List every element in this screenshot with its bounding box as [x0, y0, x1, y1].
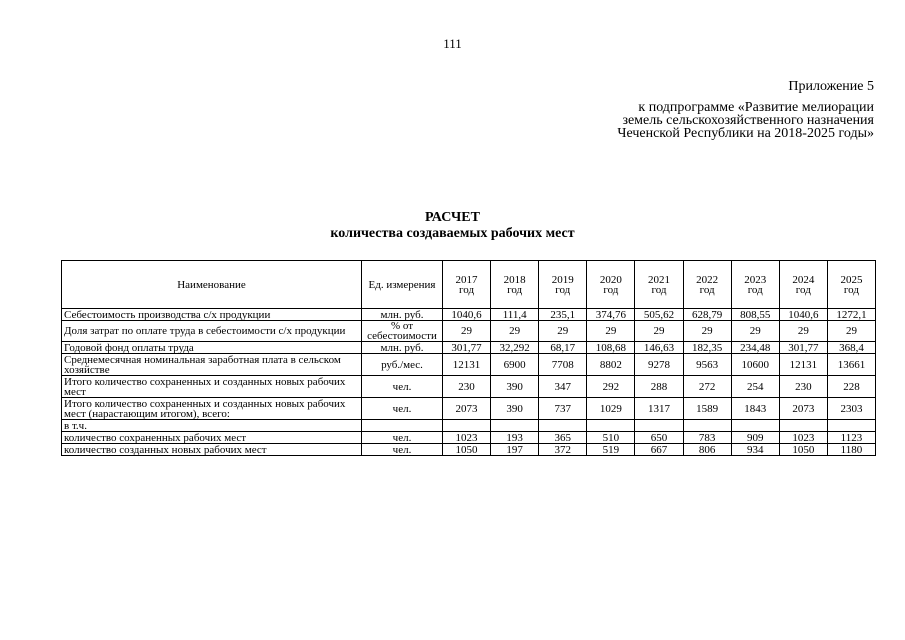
- table-row: [62, 376, 876, 398]
- appendix-line: Чеченской Республики на 2018-2025 годы»: [617, 126, 874, 141]
- row-unit: млн. руб.: [362, 309, 443, 321]
- row-value: 228: [827, 376, 875, 398]
- row-value: 301,77: [443, 342, 491, 354]
- row-value: 29: [683, 321, 731, 342]
- table-row: [62, 342, 876, 354]
- header-year: [731, 261, 779, 309]
- row-value: 301,77: [779, 342, 827, 354]
- row-value: 650: [635, 432, 683, 444]
- heading-subtitle: количества создаваемых рабочих мест: [330, 226, 575, 241]
- table-row: [62, 321, 876, 342]
- row-value: 1040,6: [779, 309, 827, 321]
- row-value: 1050: [779, 444, 827, 456]
- table-row: [62, 420, 876, 432]
- row-value: 193: [491, 432, 539, 444]
- appendix-line: земель сельскохозяйственного назначения: [622, 113, 874, 128]
- row-value: 68,17: [539, 342, 587, 354]
- table-row: [62, 309, 876, 321]
- row-value: 111,4: [491, 309, 539, 321]
- row-value: 288: [635, 376, 683, 398]
- header-year: [587, 261, 635, 309]
- row-value: 29: [635, 321, 683, 342]
- row-value: 9278: [635, 354, 683, 376]
- row-name: Итого количество сохраненных и созданных новых рабочих мест: [62, 376, 362, 398]
- row-value: 146,63: [635, 342, 683, 354]
- row-value: 230: [779, 376, 827, 398]
- year-value: 2022: [696, 273, 719, 286]
- year-value: 2024: [792, 273, 815, 286]
- year-value: 2019: [551, 273, 574, 286]
- header-year: [491, 261, 539, 309]
- year-suffix: год: [507, 283, 523, 296]
- row-unit: чел.: [362, 398, 443, 420]
- row-value: 909: [731, 432, 779, 444]
- appendix-line: к подпрограмме «Развитие мелиорации: [638, 100, 874, 115]
- row-value: 934: [731, 444, 779, 456]
- row-value: 29: [779, 321, 827, 342]
- row-value: 9563: [683, 354, 731, 376]
- row-value: 1272,1: [827, 309, 875, 321]
- year-suffix: год: [651, 283, 667, 296]
- row-value: [683, 420, 731, 432]
- row-value: 519: [587, 444, 635, 456]
- table-row: [62, 444, 876, 456]
- year-value: 2018: [503, 273, 526, 286]
- year-value: 2025: [840, 273, 863, 286]
- row-value: 29: [731, 321, 779, 342]
- row-value: 808,55: [731, 309, 779, 321]
- row-value: 12131: [443, 354, 491, 376]
- row-value: 1589: [683, 398, 731, 420]
- row-unit: чел.: [362, 376, 443, 398]
- row-value: 29: [827, 321, 875, 342]
- row-value: 6900: [491, 354, 539, 376]
- row-value: 108,68: [587, 342, 635, 354]
- year-suffix: год: [843, 283, 859, 296]
- row-value: 182,35: [683, 342, 731, 354]
- row-value: [731, 420, 779, 432]
- row-value: 390: [491, 398, 539, 420]
- row-value: 1040,6: [443, 309, 491, 321]
- table-row: [62, 432, 876, 444]
- header-year: [635, 261, 683, 309]
- row-name: Себестоимость производства с/х продукции: [62, 309, 362, 321]
- document-heading: [0, 210, 905, 242]
- row-value: [827, 420, 875, 432]
- year-suffix: год: [699, 283, 715, 296]
- row-value: 32,292: [491, 342, 539, 354]
- row-value: 29: [491, 321, 539, 342]
- header-year: [779, 261, 827, 309]
- row-name: Доля затрат по оплате труда в себестоимости с/х продукции: [62, 321, 362, 342]
- row-unit: чел.: [362, 444, 443, 456]
- row-value: 13661: [827, 354, 875, 376]
- row-name: Среднемесячная номинальная заработная плата в сельском хозяйстве: [62, 354, 362, 376]
- year-value: 2021: [647, 273, 670, 286]
- row-value: 505,62: [635, 309, 683, 321]
- row-value: 234,48: [731, 342, 779, 354]
- row-value: 390: [491, 376, 539, 398]
- table-row: [62, 354, 876, 376]
- year-value: 2020: [599, 273, 622, 286]
- row-value: 1023: [779, 432, 827, 444]
- row-unit: чел.: [362, 432, 443, 444]
- row-value: 510: [587, 432, 635, 444]
- row-value: 10600: [731, 354, 779, 376]
- row-value: 1029: [587, 398, 635, 420]
- row-value: [779, 420, 827, 432]
- row-value: 1050: [443, 444, 491, 456]
- appendix-title: Приложение 5: [788, 79, 874, 94]
- header-year: [683, 261, 731, 309]
- row-value: 628,79: [683, 309, 731, 321]
- row-unit: % от себестоимости: [362, 321, 443, 342]
- row-value: 1317: [635, 398, 683, 420]
- row-value: 806: [683, 444, 731, 456]
- row-value: [587, 420, 635, 432]
- row-value: [491, 420, 539, 432]
- row-value: 1023: [443, 432, 491, 444]
- row-name: количество сохраненных рабочих мест: [62, 432, 362, 444]
- table-body: [62, 309, 876, 456]
- table-header-row: [62, 261, 876, 309]
- appendix-block: [617, 80, 874, 140]
- calculation-table: [61, 260, 876, 456]
- row-value: 2073: [779, 398, 827, 420]
- row-value: 29: [443, 321, 491, 342]
- row-value: [443, 420, 491, 432]
- row-value: 667: [635, 444, 683, 456]
- row-value: 2303: [827, 398, 875, 420]
- row-value: 783: [683, 432, 731, 444]
- row-value: 737: [539, 398, 587, 420]
- row-value: 1843: [731, 398, 779, 420]
- year-suffix: год: [459, 283, 475, 296]
- header-name: Наименование: [62, 261, 362, 309]
- header-year: [827, 261, 875, 309]
- row-value: 8802: [587, 354, 635, 376]
- row-value: 1180: [827, 444, 875, 456]
- row-value: 372: [539, 444, 587, 456]
- row-value: 347: [539, 376, 587, 398]
- row-value: 29: [539, 321, 587, 342]
- row-value: 2073: [443, 398, 491, 420]
- row-value: [539, 420, 587, 432]
- year-value: 2023: [744, 273, 767, 286]
- row-value: 254: [731, 376, 779, 398]
- header-year: [443, 261, 491, 309]
- row-value: 235,1: [539, 309, 587, 321]
- row-name: в т.ч.: [62, 420, 362, 432]
- row-value: 12131: [779, 354, 827, 376]
- year-suffix: год: [747, 283, 763, 296]
- row-unit: млн. руб.: [362, 342, 443, 354]
- header-unit: Ед. измерения: [362, 261, 443, 309]
- row-name: количество созданных новых рабочих мест: [62, 444, 362, 456]
- row-value: 292: [587, 376, 635, 398]
- row-value: 368,4: [827, 342, 875, 354]
- year-value: 2017: [455, 273, 478, 286]
- row-value: 272: [683, 376, 731, 398]
- row-name: Годовой фонд оплаты труда: [62, 342, 362, 354]
- row-value: 7708: [539, 354, 587, 376]
- row-value: 197: [491, 444, 539, 456]
- row-value: 29: [587, 321, 635, 342]
- row-value: 230: [443, 376, 491, 398]
- row-value: 365: [539, 432, 587, 444]
- row-unit: руб./мес.: [362, 354, 443, 376]
- row-value: 1123: [827, 432, 875, 444]
- row-value: [635, 420, 683, 432]
- header-year: [539, 261, 587, 309]
- row-value: 374,76: [587, 309, 635, 321]
- heading-title: РАСЧЕТ: [425, 210, 480, 225]
- year-suffix: год: [555, 283, 571, 296]
- table-row: [62, 398, 876, 420]
- row-unit: [362, 420, 443, 432]
- page-number: 111: [443, 36, 462, 51]
- year-suffix: год: [603, 283, 619, 296]
- year-suffix: год: [795, 283, 811, 296]
- row-name: Итого количество сохраненных и созданных новых рабочих мест (нарастающим итогом), всего:: [62, 398, 362, 420]
